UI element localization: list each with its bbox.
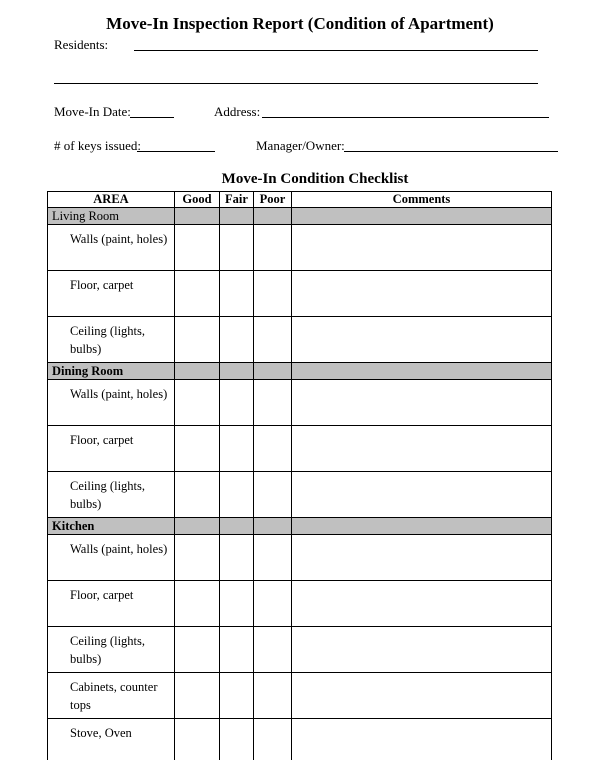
fair-cell[interactable] xyxy=(220,225,254,271)
fair-cell[interactable] xyxy=(220,719,254,760)
fair-cell[interactable] xyxy=(220,271,254,317)
poor-cell[interactable] xyxy=(254,627,292,673)
item-name: Ceiling (lights, bulbs) xyxy=(48,317,175,363)
column-header-comments: Comments xyxy=(292,192,552,208)
comments-cell[interactable] xyxy=(292,673,552,719)
poor-cell[interactable] xyxy=(254,581,292,627)
comments-cell[interactable] xyxy=(292,225,552,271)
column-header-good: Good xyxy=(175,192,220,208)
column-header-area: AREA xyxy=(48,192,175,208)
address-field[interactable] xyxy=(262,117,549,118)
residents-field[interactable] xyxy=(134,50,538,51)
good-cell[interactable] xyxy=(175,581,220,627)
poor-cell[interactable] xyxy=(254,271,292,317)
fair-cell[interactable] xyxy=(220,426,254,472)
comments-cell[interactable] xyxy=(292,317,552,363)
move-in-date-field[interactable] xyxy=(130,117,174,118)
keys-issued-field[interactable] xyxy=(137,151,215,152)
room-row-kitchen xyxy=(48,518,552,535)
page-title: Move-In Inspection Report (Condition of Apartment) xyxy=(0,14,600,34)
item-name: Stove, Oven xyxy=(48,719,175,760)
item-name: Ceiling (lights, bulbs) xyxy=(48,627,175,673)
table-row xyxy=(48,380,552,426)
comments-cell[interactable] xyxy=(292,472,552,518)
fair-cell[interactable] xyxy=(220,673,254,719)
manager-owner-label: Manager/Owner: xyxy=(256,138,345,154)
comments-cell[interactable] xyxy=(292,627,552,673)
residents-field-line-2[interactable] xyxy=(54,83,538,84)
item-name: Ceiling (lights, bulbs) xyxy=(48,472,175,518)
room-row-living-room xyxy=(48,208,552,225)
table-row xyxy=(48,225,552,271)
manager-owner-field[interactable] xyxy=(344,151,558,152)
item-name: Walls (paint, holes) xyxy=(48,380,175,426)
good-cell[interactable] xyxy=(175,225,220,271)
good-cell[interactable] xyxy=(175,380,220,426)
good-cell[interactable] xyxy=(175,535,220,581)
fair-cell[interactable] xyxy=(220,581,254,627)
item-name: Walls (paint, holes) xyxy=(48,535,175,581)
item-name: Floor, carpet xyxy=(48,426,175,472)
fair-cell[interactable] xyxy=(220,627,254,673)
fair-cell[interactable] xyxy=(220,535,254,581)
table-row xyxy=(48,535,552,581)
good-cell[interactable] xyxy=(175,472,220,518)
good-cell[interactable] xyxy=(175,673,220,719)
item-name: Floor, carpet xyxy=(48,581,175,627)
table-row xyxy=(48,426,552,472)
poor-cell[interactable] xyxy=(254,535,292,581)
poor-cell[interactable] xyxy=(254,673,292,719)
column-header-poor: Poor xyxy=(254,192,292,208)
table-header-row xyxy=(48,192,552,208)
table-row xyxy=(48,673,552,719)
table-row xyxy=(48,719,552,760)
good-cell[interactable] xyxy=(175,426,220,472)
good-cell[interactable] xyxy=(175,719,220,760)
good-cell[interactable] xyxy=(175,317,220,363)
column-header-fair: Fair xyxy=(220,192,254,208)
table-row xyxy=(48,472,552,518)
comments-cell[interactable] xyxy=(292,535,552,581)
fair-cell[interactable] xyxy=(220,380,254,426)
fair-cell[interactable] xyxy=(220,472,254,518)
good-cell[interactable] xyxy=(175,271,220,317)
comments-cell[interactable] xyxy=(292,581,552,627)
poor-cell[interactable] xyxy=(254,225,292,271)
address-label: Address: xyxy=(214,104,260,120)
checklist-table xyxy=(47,191,552,760)
item-name: Floor, carpet xyxy=(48,271,175,317)
item-name: Walls (paint, holes) xyxy=(48,225,175,271)
poor-cell[interactable] xyxy=(254,426,292,472)
room-row-dining-room xyxy=(48,363,552,380)
move-in-date-label: Move-In Date: xyxy=(54,104,131,120)
table-row xyxy=(48,627,552,673)
poor-cell[interactable] xyxy=(254,380,292,426)
room-name: Dining Room xyxy=(48,363,175,380)
poor-cell[interactable] xyxy=(254,472,292,518)
table-row xyxy=(48,317,552,363)
table-row xyxy=(48,271,552,317)
comments-cell[interactable] xyxy=(292,426,552,472)
comments-cell[interactable] xyxy=(292,380,552,426)
item-name: Cabinets, counter tops xyxy=(48,673,175,719)
good-cell[interactable] xyxy=(175,627,220,673)
residents-label: Residents: xyxy=(54,37,108,53)
room-name: Living Room xyxy=(48,208,175,225)
comments-cell[interactable] xyxy=(292,271,552,317)
fair-cell[interactable] xyxy=(220,317,254,363)
poor-cell[interactable] xyxy=(254,719,292,760)
table-row xyxy=(48,581,552,627)
keys-issued-label: # of keys issued: xyxy=(54,138,141,154)
comments-cell[interactable] xyxy=(292,719,552,760)
checklist-title: Move-In Condition Checklist xyxy=(0,171,600,188)
room-name: Kitchen xyxy=(48,518,175,535)
poor-cell[interactable] xyxy=(254,317,292,363)
